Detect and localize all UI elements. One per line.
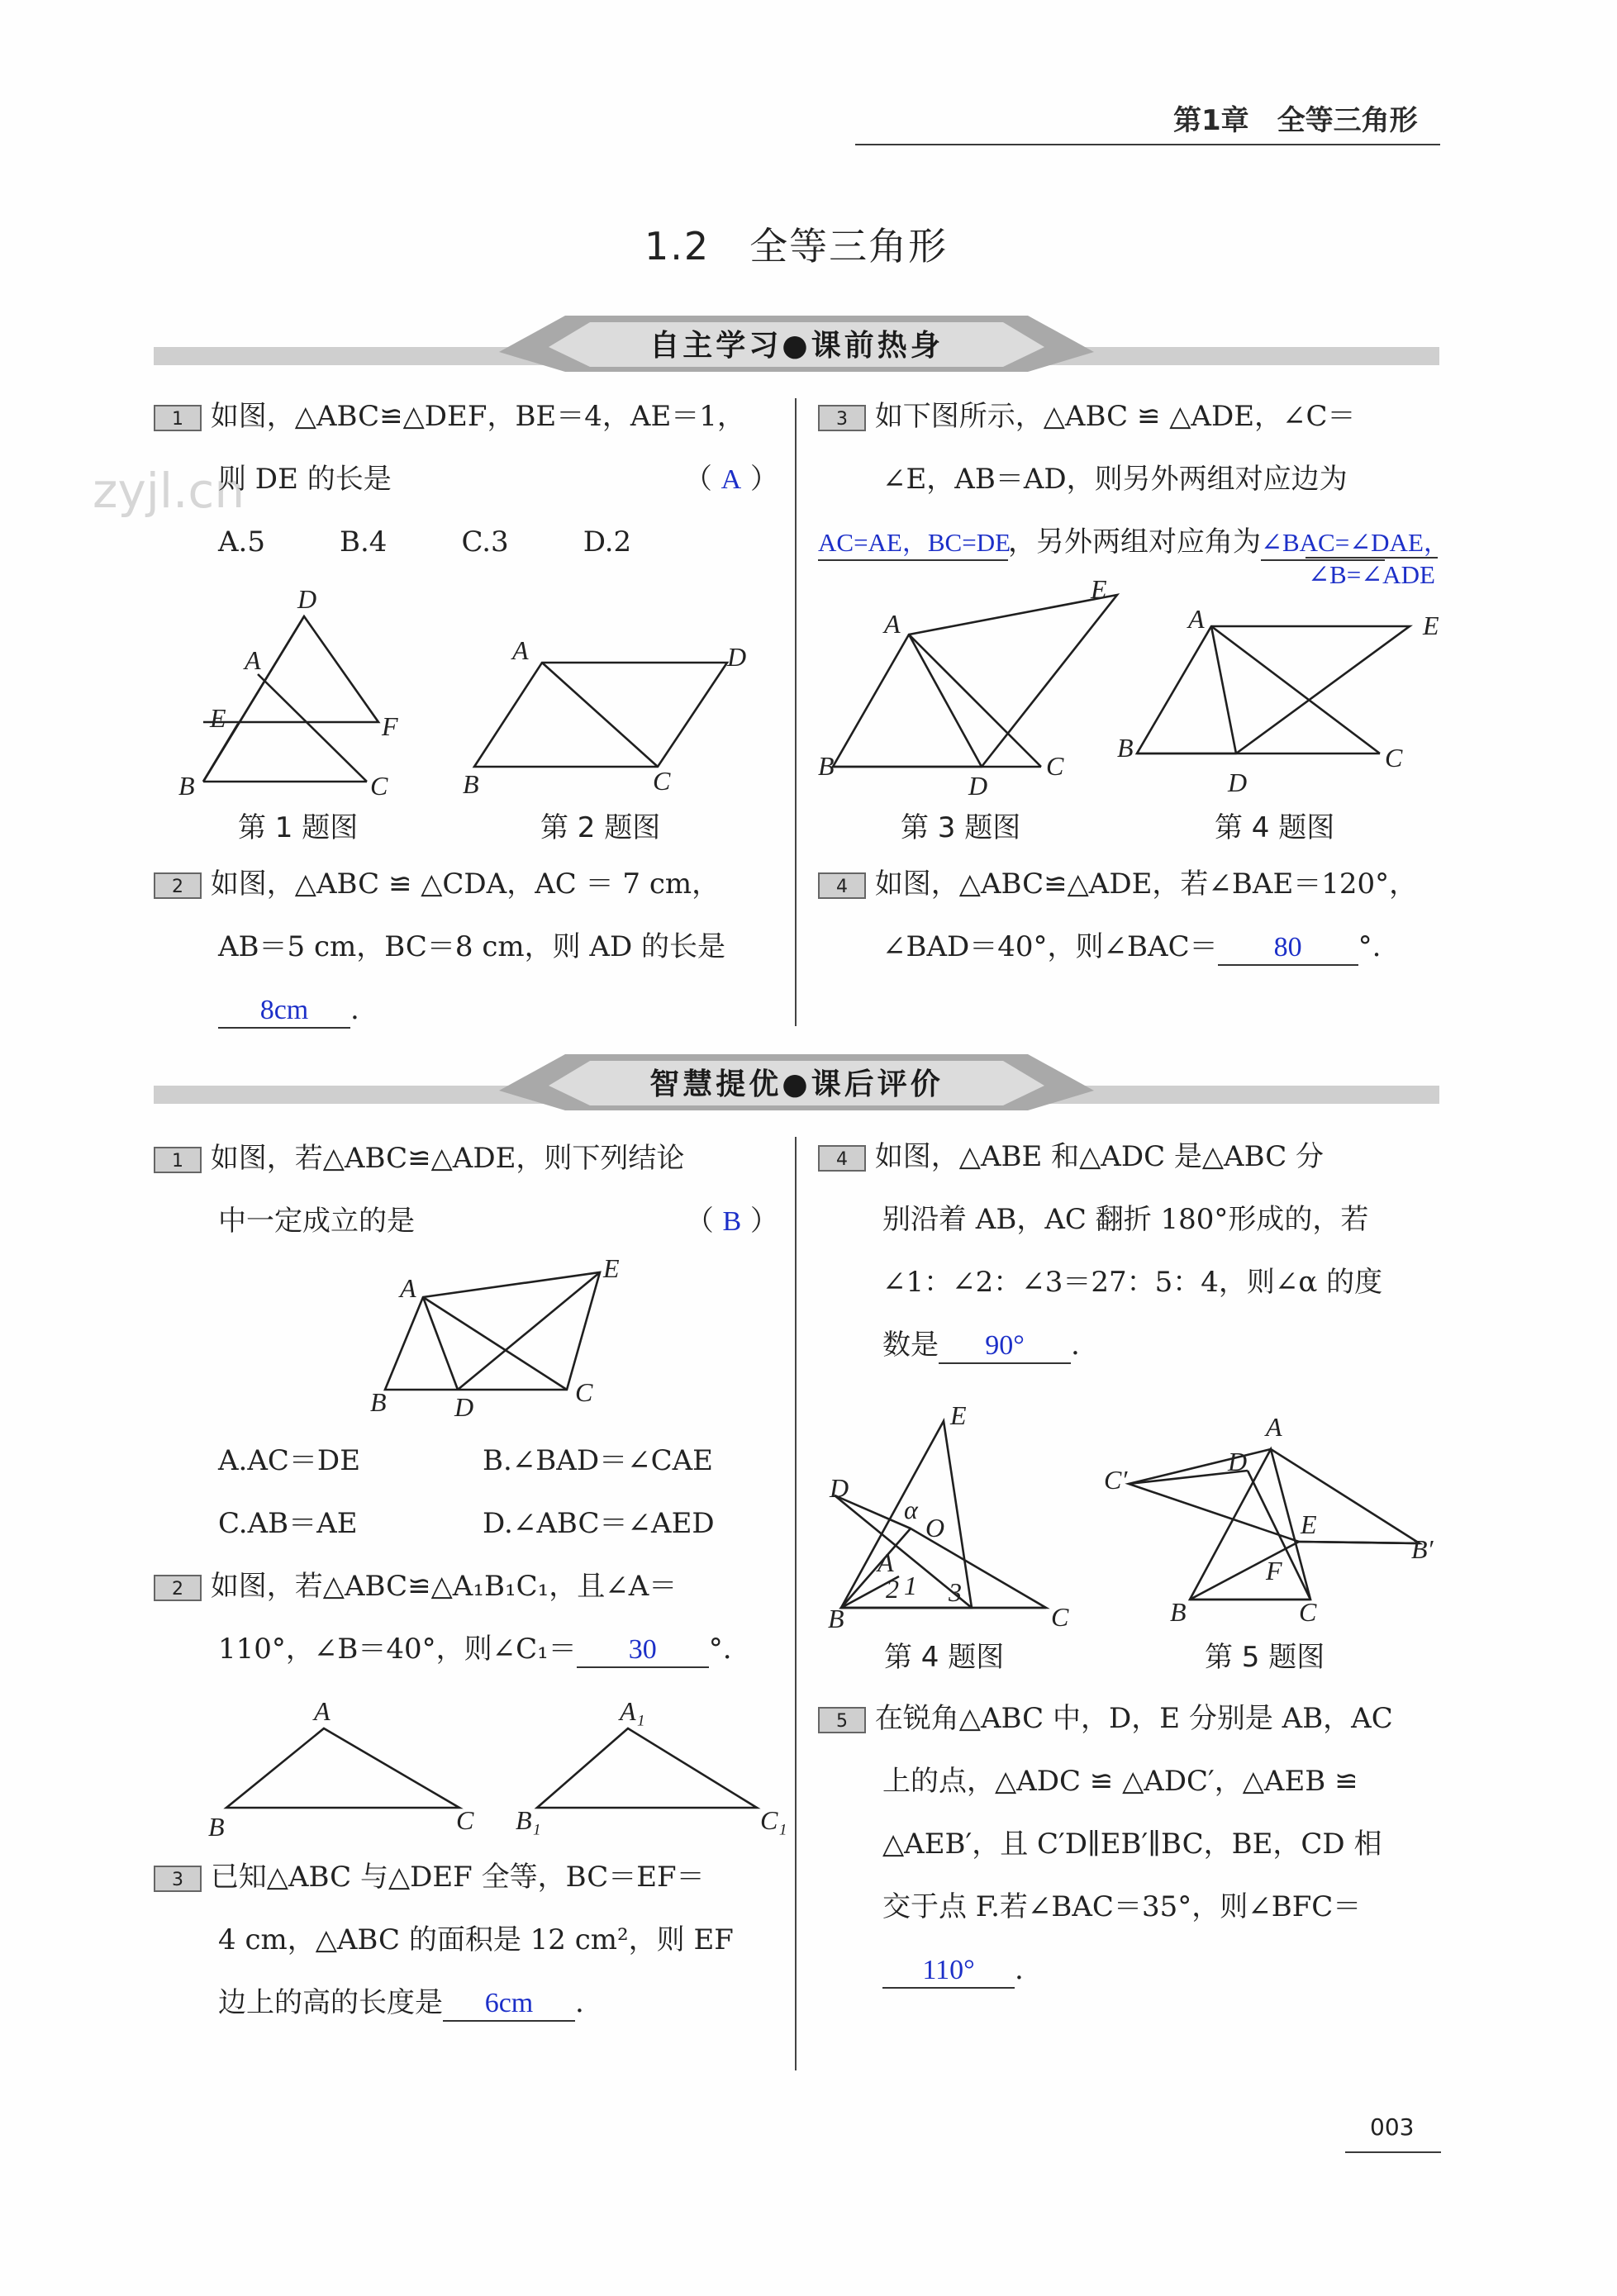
figure-caption: 第 2 题图 xyxy=(540,811,661,844)
question-text: 如图，若△ABC≌△A₁B₁C₁，且∠A＝ xyxy=(210,1570,678,1603)
chapter-header: 第1章 全等三角形 xyxy=(1173,104,1418,137)
svg-text:E: E xyxy=(1301,1509,1317,1539)
punctuation: . xyxy=(1015,1953,1024,1986)
punctuation: °. xyxy=(708,1633,732,1666)
answer: B xyxy=(722,1206,742,1237)
punctuation: . xyxy=(350,993,359,1026)
option-d: D.∠ABC＝∠AED xyxy=(483,1507,715,1540)
question-text: AB＝5 cm，BC＝8 cm，则 AD 的长是 xyxy=(218,930,726,963)
banner-pre-class xyxy=(154,314,1439,375)
svg-text:A: A xyxy=(400,1273,416,1303)
figure-caption: 第 4 题图 xyxy=(884,1641,1005,1674)
svg-text:O: O xyxy=(925,1513,945,1543)
column-divider xyxy=(795,1137,797,2070)
question-number: 3 xyxy=(154,1866,202,1892)
svg-text:A: A xyxy=(314,1696,331,1726)
question-text: 别沿着 AB，AC 翻折 180°形成的，若 xyxy=(882,1203,1369,1236)
svg-text:B: B xyxy=(1117,733,1134,763)
svg-text:C: C xyxy=(1051,1602,1069,1632)
svg-text:B: B xyxy=(463,769,479,799)
svg-text:C: C xyxy=(1299,1597,1317,1627)
svg-text:A: A xyxy=(1188,604,1205,634)
svg-text:A: A xyxy=(1266,1412,1282,1442)
svg-text:F: F xyxy=(382,711,398,741)
svg-text:C: C xyxy=(1385,743,1403,772)
svg-text:C: C xyxy=(575,1377,593,1407)
question-number: 1 xyxy=(154,405,202,431)
post-question-1: 1 如图，若△ABC≌△ADE，则下列结论 中一定成立的是 （ B ） xyxy=(154,1127,782,1253)
question-number: 1 xyxy=(154,1147,202,1173)
post-question-3 xyxy=(154,1846,782,2034)
answer-blank: AC=AE，BC=DE xyxy=(818,526,1008,561)
page-number-rule xyxy=(1345,2151,1441,2153)
svg-text:B: B xyxy=(208,1812,225,1842)
svg-text:B: B xyxy=(1170,1597,1187,1627)
svg-text:C: C xyxy=(1046,751,1064,781)
punctuation: °. xyxy=(1358,930,1382,963)
figure-post-1 xyxy=(364,1254,644,1419)
question-text: 4 cm，△ABC 的面积是 12 cm²，则 EF xyxy=(218,1923,734,1956)
question-text: ∠E，AB＝AD，则另外两组对应边为 xyxy=(882,463,1348,496)
svg-text:C: C xyxy=(456,1805,474,1835)
pre-question-4 xyxy=(818,853,1446,978)
answer-blank: 80 xyxy=(1218,931,1358,966)
question-number: 4 xyxy=(818,872,866,899)
svg-text:A: A xyxy=(512,635,529,665)
svg-text:F: F xyxy=(1266,1556,1282,1585)
question-number: 5 xyxy=(818,1707,866,1733)
svg-text:C′: C′ xyxy=(1104,1465,1128,1495)
svg-text:E: E xyxy=(1423,611,1439,640)
figure-2 xyxy=(454,628,768,810)
svg-text:B: B xyxy=(818,751,835,781)
answer-blank: 6cm xyxy=(443,1987,575,2022)
figure-caption: 第 1 题图 xyxy=(238,811,359,844)
question-text: 则 DE 的长是 xyxy=(218,463,392,496)
svg-text:D: D xyxy=(830,1473,849,1503)
question-text: ∠1：∠2：∠3＝27：5：4，则∠α 的度 xyxy=(882,1266,1383,1299)
option-a: A.5 xyxy=(218,525,265,559)
post-question-2 xyxy=(154,1555,782,1680)
svg-text:D: D xyxy=(1228,1447,1248,1476)
figure-caption: 第 5 题图 xyxy=(1205,1641,1325,1674)
answer-blank: 90° xyxy=(939,1329,1071,1364)
header-rule xyxy=(855,144,1440,145)
svg-text:B: B xyxy=(370,1387,387,1417)
question-text: 如下图所示，△ABC ≌ △ADE，∠C＝ xyxy=(874,400,1356,433)
svg-text:D: D xyxy=(297,584,317,614)
question-text: 110°，∠B＝40°，则∠C₁＝ xyxy=(218,1633,577,1666)
figure-3 xyxy=(818,578,1132,801)
option-c: C.AB＝AE xyxy=(218,1507,358,1540)
question-number: 2 xyxy=(154,872,202,899)
option-b: B.4 xyxy=(340,525,388,559)
svg-text:B′: B′ xyxy=(1411,1534,1434,1564)
svg-text:E: E xyxy=(1091,578,1107,604)
option-b: B.∠BAD＝∠CAE xyxy=(483,1444,713,1477)
figure-4 xyxy=(1115,595,1446,801)
question-text: ，另外两组对应角为 xyxy=(1008,525,1261,559)
svg-text:B: B xyxy=(828,1604,844,1633)
svg-text:3: 3 xyxy=(949,1577,962,1607)
banner-title: 自主学习●课前热身 xyxy=(649,329,944,363)
question-text: 如图，△ABC ≌ △CDA，AC ＝ 7 cm， xyxy=(210,868,721,901)
question-text: △AEB′，且 C′D∥EB′∥BC，BE，CD 相 xyxy=(882,1828,1382,1861)
svg-text:D: D xyxy=(1228,768,1248,797)
svg-text:1: 1 xyxy=(904,1571,917,1600)
question-number: 2 xyxy=(154,1575,202,1601)
figure-post-2 xyxy=(202,1694,797,1842)
question-text: 已知△ABC 与△DEF 全等，BC＝EF＝ xyxy=(210,1861,705,1894)
svg-text:A₁: A₁ xyxy=(620,1696,645,1726)
punctuation: . xyxy=(1071,1329,1080,1362)
question-text: 如图，若△ABC≌△ADE，则下列结论 xyxy=(210,1142,685,1175)
column-divider xyxy=(795,398,797,1026)
svg-text:D: D xyxy=(454,1392,474,1419)
figure-1 xyxy=(165,578,446,801)
option-c: C.3 xyxy=(461,525,509,559)
banner-title: 智慧提优●课后评价 xyxy=(649,1067,944,1101)
question-text: 如图，△ABC≌△DEF，BE＝4，AE＝1， xyxy=(210,400,745,433)
answer: A xyxy=(721,464,742,495)
figure-post-4 xyxy=(818,1405,1091,1636)
question-text: ∠BAD＝40°，则∠BAC＝ xyxy=(882,930,1218,963)
post-question-5 xyxy=(818,1687,1446,2001)
question-text: 上的点，△ADC ≌ △ADC′，△AEB ≌ xyxy=(882,1765,1358,1798)
question-text: 中一定成立的是 xyxy=(218,1205,415,1238)
svg-text:C: C xyxy=(370,771,388,801)
figure-post-5 xyxy=(1091,1405,1446,1636)
svg-text:E: E xyxy=(950,1405,967,1430)
option-d: D.2 xyxy=(583,525,632,559)
pre-question-3 xyxy=(818,385,1446,511)
svg-text:E: E xyxy=(210,703,226,733)
svg-text:α: α xyxy=(904,1495,918,1524)
question-text: 在锐角△ABC 中，D，E 分别是 AB，AC xyxy=(874,1702,1393,1735)
figure-caption: 第 4 题图 xyxy=(1215,811,1335,844)
watermark: zyjl.cn xyxy=(93,463,245,519)
banner-post-class xyxy=(154,1053,1439,1114)
svg-text:E: E xyxy=(603,1254,620,1283)
section-title: 1.2 全等三角形 xyxy=(644,224,949,269)
svg-text:A: A xyxy=(877,1547,894,1577)
answer-blank: ∠BAC=∠DAE， xyxy=(1261,526,1385,561)
answer-blank: 110° xyxy=(882,1954,1015,1989)
punctuation: . xyxy=(575,1986,584,2019)
answer-blank: ∠B=∠ADE xyxy=(1305,557,1438,592)
pre-question-3-line3 xyxy=(818,511,1449,573)
svg-text:C: C xyxy=(653,766,671,796)
question-text: 数是 xyxy=(882,1329,939,1362)
svg-text:B: B xyxy=(178,771,195,801)
figure-caption: 第 3 题图 xyxy=(901,811,1021,844)
option-a: A.AC＝DE xyxy=(218,1444,361,1477)
pre-question-1: 1 如图，△ABC≌△DEF，BE＝4，AE＝1， 则 DE 的长是 （ A ） A.5 B.4 C.3 D.2 xyxy=(154,385,782,573)
svg-text:D: D xyxy=(968,771,988,801)
question-text: 如图，△ABE 和△ADC 是△ABC 分 xyxy=(874,1140,1325,1173)
question-text: 如图，△ABC≌△ADE，若∠BAE＝120°， xyxy=(874,868,1418,901)
answer-blank: 30 xyxy=(577,1633,709,1668)
question-number: 4 xyxy=(818,1145,866,1172)
pre-question-2 xyxy=(154,853,782,1041)
svg-text:2: 2 xyxy=(886,1574,899,1604)
svg-text:D: D xyxy=(727,642,747,672)
svg-text:B₁: B₁ xyxy=(516,1805,541,1835)
question-text: 边上的高的长度是 xyxy=(218,1986,443,2019)
question-number: 3 xyxy=(818,405,866,431)
post-question-4 xyxy=(818,1125,1446,1376)
page-number: 003 xyxy=(1370,2113,1415,2141)
svg-text:C₁: C₁ xyxy=(760,1805,787,1835)
svg-text:A: A xyxy=(245,645,261,675)
answer-blank: 8cm xyxy=(218,994,350,1029)
question-text: 交于点 F.若∠BAC＝35°，则∠BFC＝ xyxy=(882,1890,1362,1923)
svg-text:A: A xyxy=(884,609,901,639)
